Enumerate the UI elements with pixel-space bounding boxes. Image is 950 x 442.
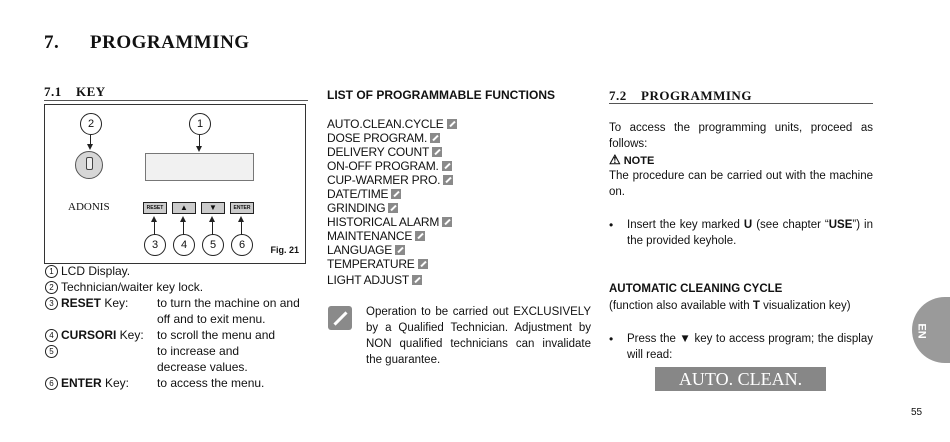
key-lock [75,151,103,179]
function-item: DATE/TIME [327,187,401,201]
legend-desc: to increase and [157,344,240,358]
wrench-icon [432,147,442,157]
arrow-down [196,146,202,152]
auto-clean-heading: AUTOMATIC CLEANING CYCLE [609,283,783,295]
lcd-readout: AUTO. CLEAN. CYCLE [655,367,826,391]
section-rule [609,103,873,104]
leader-line [183,221,184,235]
bullet-dot: • [609,218,614,232]
warning-icon: ⚠ [609,152,621,167]
function-item: HISTORICAL ALARM [327,215,452,229]
wrench-icon [442,217,452,227]
chapter-heading [44,32,250,54]
wrench-icon [328,306,352,330]
function-item: DELIVERY COUNT [327,145,442,159]
section-title: PROGRAMMING [641,88,752,103]
function-item: TEMPERATURE [327,257,428,271]
section-number: 7.2 [609,88,627,103]
callout-1: 1 [189,113,211,135]
function-item: GRINDING [327,201,398,215]
legend-desc: to scroll the menu and [157,328,276,342]
function-item: CUP-WARMER PRO. [327,173,453,187]
brand-label: ADONIS [68,201,110,213]
section-rule [44,100,308,101]
callout-6: 6 [231,234,253,256]
leader-line [241,221,242,235]
wrench-icon [442,161,452,171]
technician-note: Operation to be carried out EXCLUSIVELY by a Qualified Technician. Adjustment by NON qualified technicians can invalidate the guarantee. [366,306,591,366]
functions-heading: LIST OF PROGRAMMABLE FUNCTIONS [327,88,555,102]
enter-button: ENTER [230,202,254,214]
keyhole-slot-icon [86,157,93,170]
up-button: ▲ [172,202,196,214]
auto-clean-subtitle: (function also available with T visualization key) [609,300,851,312]
legend-desc: off and to exit menu. [157,312,266,326]
function-item: MAINTENANCE [327,229,425,243]
section-7-1-heading [44,84,106,100]
arrow-down [87,144,93,150]
function-item: DOSE PROGRAM. [327,131,440,145]
figure-label: Fig. 21 [270,245,299,255]
note-text: The procedure can be carried out with the machine on. [609,170,873,198]
legend-item: 3 RESET Key: [45,295,128,311]
bullet-dot: • [609,332,614,346]
legend-item: 4 CURSORI Key: [45,327,144,343]
function-item: LANGUAGE [327,243,405,257]
note-heading: ⚠ NOTE [609,152,655,167]
language-tab: EN [912,297,950,363]
function-item: ON-OFF PROGRAM. [327,159,452,173]
page-number: 55 [911,407,923,418]
wrench-icon [391,189,401,199]
legend-item: 2 Technician/waiter key lock. [45,279,203,295]
legend-item: 1 LCD Display. [45,263,130,279]
bullet-insert-key: Insert the key marked U (see chapter “USE”) in the provided keyhole. [627,219,873,247]
leader-line [154,221,155,235]
reset-button: RESET [143,202,167,214]
wrench-icon [395,245,405,255]
section-7-2-heading [609,88,752,104]
wrench-icon [443,175,453,185]
section-number: 7.1 [44,84,62,99]
callout-4: 4 [173,234,195,256]
down-button: ▼ [201,202,225,214]
leader-line [212,221,213,235]
legend-desc: to access the menu. [157,376,265,390]
legend-item: 6 ENTER Key: [45,375,129,391]
function-item: AUTO.CLEAN.CYCLE [327,117,457,131]
wrench-icon [447,119,457,129]
legend-desc: decrease values. [157,360,248,374]
control-panel-figure [44,104,306,264]
callout-5: 5 [202,234,224,256]
callout-3: 3 [144,234,166,256]
wrench-icon [418,259,428,269]
callout-2: 2 [80,113,102,135]
wrench-icon [388,203,398,213]
chapter-title: PROGRAMMING [90,32,250,53]
legend-item: 5 [45,343,61,359]
lcd-display [145,153,254,181]
wrench-icon [412,275,422,285]
legend-desc: to turn the machine on and [157,296,300,310]
wrench-icon [430,133,440,143]
bullet-press-key: Press the ▼ key to access program; the display will read: [627,333,873,361]
function-item: LIGHT ADJUST [327,273,422,287]
intro-text: To access the programming units, proceed as follows: [609,122,873,150]
section-title: KEY [76,84,106,99]
wrench-icon [415,231,425,241]
chapter-number: 7. [44,32,60,53]
